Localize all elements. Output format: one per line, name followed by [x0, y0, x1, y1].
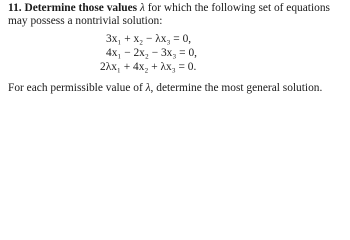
problem-number: 11. — [8, 2, 22, 14]
problem-intro — [8, 2, 346, 28]
closing-after: , determine the most general solution. — [150, 82, 323, 94]
problem-statement — [8, 2, 346, 28]
equation-3 — [100, 61, 196, 74]
equation-2-text: 4x₁ − 2x₂ − 3x₃ = 0, — [106, 47, 197, 59]
closing-before: For each permissible value of — [8, 82, 143, 94]
closing-lambda: λ — [145, 82, 151, 94]
equation-2 — [106, 47, 197, 60]
problem-intro-rest: for which the following set of equations may possess a nontrivial solution: — [8, 2, 330, 27]
closing-sentence — [8, 82, 322, 95]
problem-intro-bold: Determine those values — [24, 2, 138, 14]
equation-1 — [106, 33, 191, 46]
equation-3-text: 2λx₁ + 4x₂ + λx₃ = 0. — [100, 61, 197, 73]
lambda-symbol: λ — [139, 2, 145, 14]
equation-1-text: 3x₁ + x₂ − λx₃ = 0, — [106, 33, 192, 45]
